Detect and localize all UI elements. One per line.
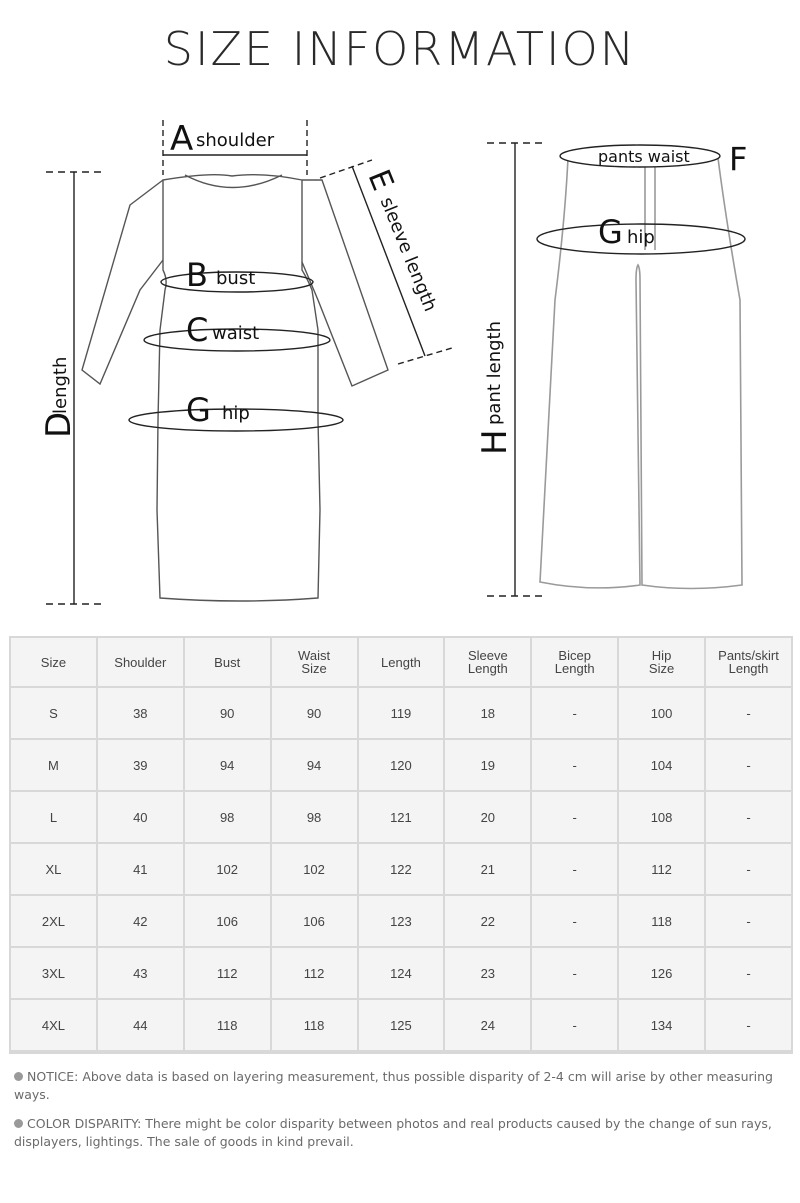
notice-color-disparity — [14, 1115, 784, 1151]
table-cell: - — [706, 740, 791, 790]
column-header — [619, 638, 704, 686]
size-table-wrapper — [9, 636, 793, 1054]
column-header — [359, 638, 444, 686]
table-row — [11, 844, 791, 894]
table-cell: 3XL — [11, 948, 96, 998]
table-row — [11, 948, 791, 998]
table-cell: 125 — [359, 1000, 444, 1050]
dress-d-label: length — [50, 356, 71, 414]
pants-h-label: pant length — [484, 320, 505, 425]
column-header-line: Waist — [298, 648, 331, 663]
table-cell: 118 — [185, 1000, 270, 1050]
table-cell: 98 — [185, 792, 270, 842]
column-header — [98, 638, 183, 686]
table-cell: 4XL — [11, 1000, 96, 1050]
column-header-line: Length — [467, 661, 508, 676]
table-cell: M — [11, 740, 96, 790]
table-row — [11, 792, 791, 842]
dress-e-letter: E — [360, 164, 401, 196]
table-row — [11, 688, 791, 738]
notice-measurement-text: NOTICE: Above data is based on layering measurement, thus possible disparity of 2-4 cm will arise by other measuring ways. — [14, 1069, 773, 1102]
bullet-dot-icon — [14, 1072, 23, 1081]
table-cell: 112 — [619, 844, 704, 894]
table-row — [11, 896, 791, 946]
table-cell: 94 — [272, 740, 357, 790]
notice-measurement — [14, 1068, 784, 1104]
table-cell: 19 — [445, 740, 530, 790]
table-cell: 119 — [359, 688, 444, 738]
table-cell: 118 — [619, 896, 704, 946]
table-cell: 120 — [359, 740, 444, 790]
table-cell: 124 — [359, 948, 444, 998]
dress-e-label: sleeve length — [375, 194, 441, 315]
column-header — [185, 638, 270, 686]
table-cell: 112 — [185, 948, 270, 998]
column-header — [706, 638, 791, 686]
dress-g-letter: G — [186, 391, 211, 429]
size-table-body — [11, 688, 791, 1050]
table-cell: 108 — [619, 792, 704, 842]
table-cell: 40 — [98, 792, 183, 842]
pants-g-label: hip — [627, 227, 655, 248]
table-cell: 104 — [619, 740, 704, 790]
column-header — [445, 638, 530, 686]
table-cell: L — [11, 792, 96, 842]
table-cell: - — [532, 844, 617, 894]
table-cell: 41 — [98, 844, 183, 894]
table-cell: 112 — [272, 948, 357, 998]
table-cell: 134 — [619, 1000, 704, 1050]
table-cell: - — [532, 792, 617, 842]
table-cell: S — [11, 688, 96, 738]
table-cell: 22 — [445, 896, 530, 946]
table-row — [11, 1000, 791, 1050]
column-header-line: Shoulder — [114, 654, 167, 670]
dress-g-label: hip — [222, 403, 250, 424]
column-header-line: Hip — [651, 648, 672, 663]
table-cell: 18 — [445, 688, 530, 738]
dress-sleeve-measure — [320, 160, 452, 364]
size-table — [9, 636, 793, 1052]
table-cell: - — [532, 896, 617, 946]
size-table-header-row — [11, 638, 791, 686]
table-cell: 94 — [185, 740, 270, 790]
table-cell: - — [706, 844, 791, 894]
table-cell: - — [532, 688, 617, 738]
table-row — [11, 740, 791, 790]
column-header-line: Bicep — [558, 648, 591, 663]
table-cell: - — [706, 688, 791, 738]
table-cell: 122 — [359, 844, 444, 894]
column-header-line: Size — [40, 654, 67, 670]
table-cell: 20 — [445, 792, 530, 842]
bullet-dot-icon — [14, 1119, 23, 1128]
column-header-line: Size — [301, 661, 327, 676]
column-header-line: Length — [381, 654, 421, 670]
table-cell: 100 — [619, 688, 704, 738]
dress-c-label: waist — [212, 323, 260, 344]
dress-b-letter: B — [186, 256, 208, 294]
table-cell: 118 — [272, 1000, 357, 1050]
table-cell: - — [706, 896, 791, 946]
table-cell: 23 — [445, 948, 530, 998]
table-cell: 98 — [272, 792, 357, 842]
column-header — [532, 638, 617, 686]
notice-color-disparity-text: COLOR DISPARITY: There might be color disparity between photos and real products caused by the change of sun rays, displayers, lightings. The sale of goods in kind prevail. — [14, 1116, 772, 1149]
table-cell: 24 — [445, 1000, 530, 1050]
pants-f-letter: F — [729, 140, 748, 178]
column-header-line: Sleeve — [467, 648, 508, 663]
dress-c-letter: C — [186, 311, 209, 349]
column-header-line: Bust — [214, 654, 241, 670]
table-cell: 90 — [185, 688, 270, 738]
dress-d-letter: D — [39, 411, 79, 438]
table-cell: 44 — [98, 1000, 183, 1050]
page-title: SIZE INFORMATION — [163, 22, 637, 76]
dress-illustration — [82, 175, 388, 601]
column-header-line: Length — [728, 661, 769, 676]
pants-illustration — [540, 158, 742, 589]
table-cell: - — [706, 948, 791, 998]
pants-h-letter: H — [475, 429, 515, 455]
table-cell: - — [706, 1000, 791, 1050]
table-cell: 121 — [359, 792, 444, 842]
dress-b-label: bust — [216, 268, 256, 289]
table-cell: 39 — [98, 740, 183, 790]
pants-g-letter: G — [598, 213, 623, 251]
table-cell: 21 — [445, 844, 530, 894]
table-cell: 102 — [272, 844, 357, 894]
table-cell: XL — [11, 844, 96, 894]
table-cell: 106 — [185, 896, 270, 946]
table-cell: - — [532, 1000, 617, 1050]
table-cell: 2XL — [11, 896, 96, 946]
table-cell: 90 — [272, 688, 357, 738]
table-cell: - — [532, 948, 617, 998]
column-header — [11, 638, 96, 686]
table-cell: 123 — [359, 896, 444, 946]
column-header-line: Length — [554, 661, 595, 676]
dress-a-letter: A — [170, 119, 194, 159]
pants-f-label: pants waist — [598, 147, 690, 166]
column-header-line: Pants/skirt — [718, 648, 779, 663]
column-header — [272, 638, 357, 686]
table-cell: 126 — [619, 948, 704, 998]
table-cell: 43 — [98, 948, 183, 998]
table-cell: - — [532, 740, 617, 790]
column-header-line: Size — [648, 661, 675, 676]
table-cell: 106 — [272, 896, 357, 946]
table-cell: 102 — [185, 844, 270, 894]
dress-a-label: shoulder — [196, 130, 275, 151]
table-cell: 38 — [98, 688, 183, 738]
table-cell: - — [706, 792, 791, 842]
table-cell: 42 — [98, 896, 183, 946]
